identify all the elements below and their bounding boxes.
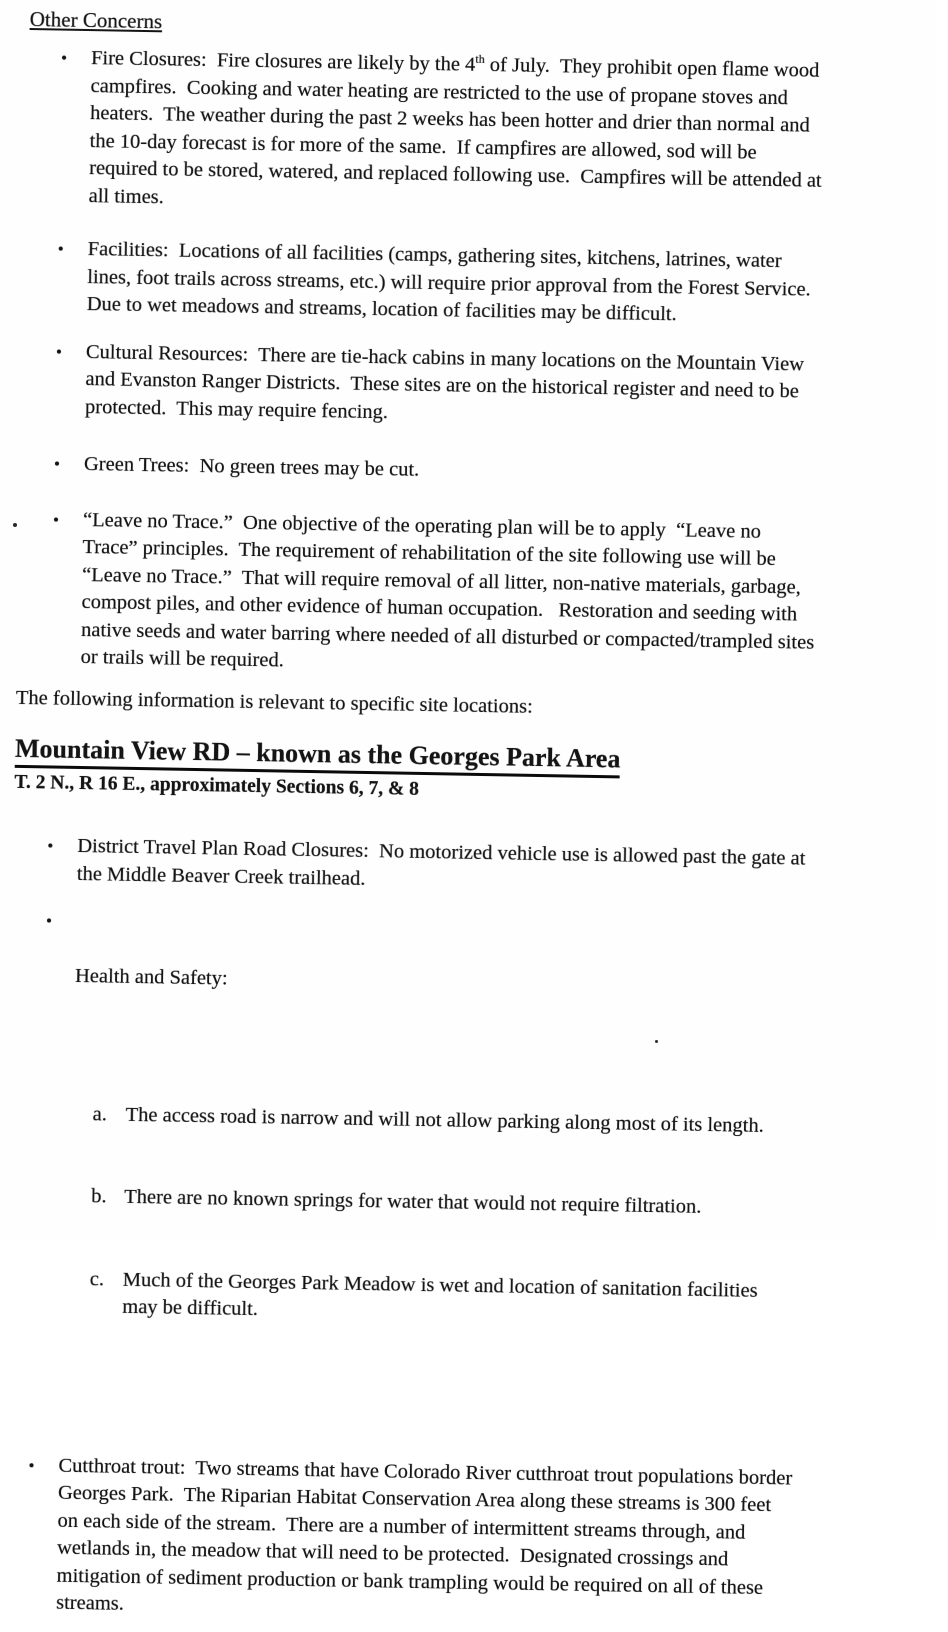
- section-subtitle: T. 2 N., R 16 E., approximately Sections 6, 7, & 8: [14, 771, 420, 800]
- bullet-item-cutthroat-trout: [0, 1451, 923, 1632]
- health-sub-item-b: [91, 1183, 913, 1225]
- health-sub-text-a: The access road is narrow and will not allow parking along most of its length.: [125, 1103, 764, 1137]
- bullet-icon: •: [28, 1455, 35, 1475]
- bullet-icon: •: [57, 239, 64, 259]
- ordinal-superscript: th: [475, 51, 485, 67]
- georges-park-list: [0, 832, 933, 1632]
- page-content: [0, 5, 948, 1632]
- page-title: Other Concerns: [29, 6, 163, 34]
- health-and-safety-block: [67, 908, 918, 1445]
- health-sub-list: [88, 1046, 916, 1390]
- health-sub-item-c: [89, 1266, 912, 1335]
- leave-no-trace-text: “Leave no Trace.” One objective of the operating plan will be to apply “Leave no Trace” principles. The requirement of rehabilitation of the site following use will be “Leave no Trace.” That will require removal of all litter, non-native materials, garbage, compost piles, and other evidence of human occupation. Restoration and seeding with native seeds and water barring where needed of all disturbed or compacted/trampled sites or trails will be required.: [80, 508, 815, 672]
- cultural-resources-text: Cultural Resources: There are tie-hack cabins in many locations on the Mountain View and Evanston Ranger Districts. These sites are on the historical register and need to be protected. This may require fencing.: [84, 340, 805, 423]
- other-concerns-list: [16, 44, 947, 686]
- health-sub-item-a: [92, 1101, 914, 1143]
- fire-closures-rest: campfires. Cooking and water heating are restricted to the use of propane stoves and heaters. The weather during the past 2 weeks has been hotter and drier than normal and the 10-day forecast is for more of the same. If campfires are allowed, sod will be required to be stored, watered, and replaced following use. Campfires will be attended at all times.: [88, 74, 822, 208]
- section-header: [14, 734, 935, 812]
- bullet-icon: •: [53, 454, 61, 474]
- scan-speck: [655, 1040, 658, 1043]
- health-sub-text-c: Much of the Georges Park Meadow is wet and location of sanitation facilities may be difficult.: [122, 1268, 758, 1321]
- bullet-item-district-travel-plan: [13, 832, 934, 903]
- facilities-text: Facilities: Locations of all facilities (camps, gathering sites, kitchens, latrines, water lines, foot trails across streams, etc.) will require prior approval from the Forest Service. Due to wet meadows and streams, location of facilities may be difficult.: [86, 238, 811, 326]
- list-marker-c: c.: [89, 1267, 105, 1290]
- list-marker-a: a.: [92, 1102, 108, 1126]
- scan-speck: [13, 523, 17, 527]
- fire-closures-text: [88, 45, 933, 225]
- bullet-item-facilities: [23, 235, 944, 334]
- cutthroat-trout-text: Cutthroat trout: Two streams that have Colorado River cutthroat trout populations border Georges Park. The Riparian Habitat Conservation Area along these streams is 300 feet on each side of the stream. There are a number of intermittent streams through, and wetlands in, the meadow that will need to be protected. Designated crossings and mitigation of sediment production or bank trampling would be required on all of these streams.: [55, 1454, 793, 1615]
- bullet-item-leave-no-trace: [16, 505, 939, 686]
- bullet-item-cultural-resources: [21, 337, 942, 436]
- bullet-icon: •: [60, 48, 68, 68]
- health-sub-text-b: There are no known springs for water that would not require filtration.: [124, 1185, 702, 1218]
- fire-closures-line1-pre: Fire Closures: Fire closures are likely by the 4: [90, 47, 476, 76]
- fire-closures-line1-post: of July. They prohibit open flame wood: [484, 53, 820, 82]
- section-title: Mountain View RD – known as the Georges Park Area: [15, 734, 621, 779]
- bullet-icon: •: [45, 911, 53, 931]
- bullet-item-fire-closures: [24, 44, 947, 225]
- transition-text: The following information is relevant to specific site locations:: [15, 686, 533, 718]
- health-and-safety-label: Health and Safety:: [74, 964, 228, 990]
- list-marker-b: b.: [91, 1185, 107, 1208]
- bullet-icon: •: [52, 509, 60, 530]
- district-travel-plan-text: District Travel Plan Road Closures: No motorized vehicle use is allowed past the gate at the Middle Beaver Creek trailhead.: [76, 834, 806, 890]
- bullet-item-health-and-safety: [3, 907, 932, 1445]
- bullet-icon: •: [55, 342, 63, 362]
- green-trees-text: Green Trees: No green trees may be cut.: [83, 453, 420, 481]
- bullet-item-green-trees: [20, 450, 940, 494]
- bullet-icon: •: [47, 836, 54, 856]
